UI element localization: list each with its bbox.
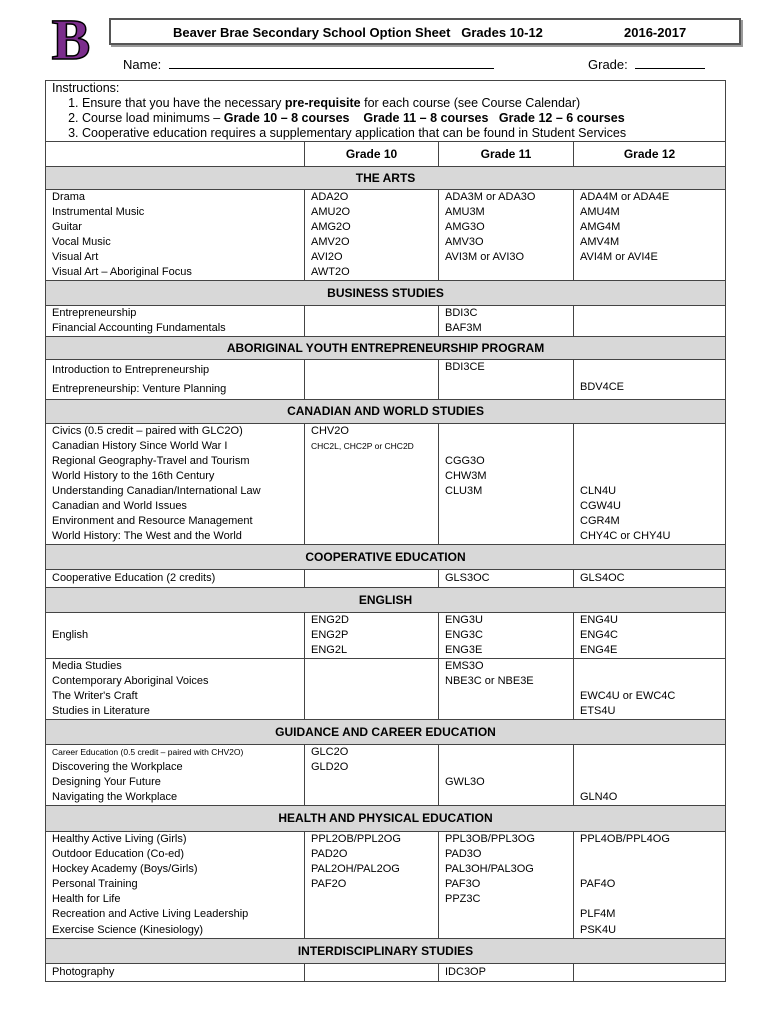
name-label: Name: [123, 57, 162, 72]
course-code-grade-11: AVI3M or AVI3O [439, 250, 574, 265]
course-code-grade-11: PAF3O [439, 877, 574, 892]
course-code-grade-10: ADA2O [305, 190, 439, 206]
course-code-grade-10: GLC2O [305, 745, 439, 761]
section-title: ABORIGINAL YOUTH ENTREPRENEURSHIP PROGRAM [46, 337, 726, 360]
course-code-grade-10 [305, 454, 439, 469]
course-code: ENG4E [580, 644, 618, 656]
course-code-grade-11 [439, 745, 574, 761]
course-row [46, 321, 726, 337]
course-code-grade-12: AMG4M [574, 220, 726, 235]
course-code-grade-12 [574, 321, 726, 337]
course-code-grade-12: GLS4OC [574, 570, 726, 588]
course-name: Navigating the Workplace [46, 790, 305, 806]
section-header-business [46, 281, 726, 306]
course-row [46, 265, 726, 281]
course-code-grade-11: IDC3OP [439, 964, 574, 982]
course-code-grade-10 [305, 529, 439, 545]
course-name: Canadian and World Issues [46, 499, 305, 514]
course-code-grade-12 [574, 306, 726, 322]
course-row [46, 775, 726, 790]
course-code-grade-10: AWT2O [305, 265, 439, 281]
course-code-grade-11 [439, 439, 574, 454]
course-name: Designing Your Future [46, 775, 305, 790]
grade-blank[interactable] [635, 56, 705, 69]
course-code-grade-10 [305, 570, 439, 588]
course-row [46, 205, 726, 220]
course-code-grade-10 [305, 659, 439, 675]
section-title: BUSINESS STUDIES [46, 281, 726, 306]
course-code-grade-11 [439, 424, 574, 440]
instruction-item: 3. Cooperative education requires a supplementary application that can be found in Student Services [82, 126, 719, 141]
course-name: Guitar [46, 220, 305, 235]
course-code-grade-12 [574, 439, 726, 454]
course-code-grade-12 [574, 775, 726, 790]
course-code-grade-11: AMU3M [439, 205, 574, 220]
column-header: Grade 11 [439, 142, 574, 167]
course-row [46, 484, 726, 499]
course-row [46, 190, 726, 206]
course-code-grade-11: CGG3O [439, 454, 574, 469]
course-name: Photography [46, 964, 305, 982]
course-code-grade-10: AMU2O [305, 205, 439, 220]
course-code-grade-10 [305, 469, 439, 484]
course-code-grade-12 [574, 847, 726, 862]
course-code-grade-11 [439, 790, 574, 806]
course-code-grade-10 [305, 674, 439, 689]
course-code-grade-10: PAF2O [305, 877, 439, 892]
course-name: Contemporary Aboriginal Voices [46, 674, 305, 689]
course-name: Discovering the Workplace [46, 760, 305, 775]
course-code-grade-10: PAD2O [305, 847, 439, 862]
course-row [46, 613, 726, 659]
course-name: Vocal Music [46, 235, 305, 250]
course-code-grade-11: AMG3O [439, 220, 574, 235]
section-header-coop [46, 545, 726, 570]
course-code-grade-12: PPL4OB/PPL4OG [574, 832, 726, 848]
school-year: 2016-2017 [624, 25, 687, 40]
section-header-english [46, 588, 726, 613]
name-blank[interactable] [169, 56, 494, 69]
course-code-grade-11 [439, 499, 574, 514]
course-row [46, 760, 726, 775]
instructions-list [52, 96, 719, 141]
course-code-grade-10 [305, 321, 439, 337]
course-code-grade-12 [574, 613, 726, 659]
instructions-row [46, 81, 726, 142]
course-row [46, 306, 726, 322]
course-row [46, 674, 726, 689]
instruction-item: 1. Ensure that you have the necessary pre-requisite for each course (see Course Calendar) [82, 96, 719, 111]
course-name: Media Studies [46, 659, 305, 675]
course-row [46, 529, 726, 545]
course-name: Cooperative Education (2 credits) [46, 570, 305, 588]
course-code-grade-11: PAD3O [439, 847, 574, 862]
course-code-grade-12: PLF4M [574, 907, 726, 922]
course-row [46, 380, 726, 400]
course-code-grade-10 [305, 922, 439, 939]
course-row [46, 892, 726, 907]
course-code-grade-12 [574, 265, 726, 281]
course-code: ENG3U [445, 614, 483, 626]
course-code-grade-11: ADA3M or ADA3O [439, 190, 574, 206]
course-name: The Writer's Craft [46, 689, 305, 704]
course-row [46, 469, 726, 484]
course-code-grade-12 [574, 424, 726, 440]
course-code: ENG3E [445, 644, 483, 656]
course-code-grade-10 [305, 689, 439, 704]
course-code-grade-10 [305, 892, 439, 907]
course-code-grade-11 [439, 514, 574, 529]
course-code-grade-12: AMV4M [574, 235, 726, 250]
course-name: English [46, 613, 305, 659]
course-name: Outdoor Education (Co-ed) [46, 847, 305, 862]
course-row [46, 847, 726, 862]
section-title: COOPERATIVE EDUCATION [46, 545, 726, 570]
course-code-grade-11 [439, 613, 574, 659]
course-code-grade-11 [439, 380, 574, 400]
course-code-grade-11: PPZ3C [439, 892, 574, 907]
course-code-grade-11: EMS3O [439, 659, 574, 675]
course-code-grade-11: PAL3OH/PAL3OG [439, 862, 574, 877]
course-name: Entrepreneurship [46, 306, 305, 322]
course-code: ENG3C [445, 629, 483, 641]
course-row [46, 790, 726, 806]
section-header-canadian [46, 400, 726, 424]
course-code-grade-10 [305, 514, 439, 529]
course-code-grade-11: BDI3CE [439, 360, 574, 381]
course-code-grade-10: AVI2O [305, 250, 439, 265]
course-code-grade-12: AMU4M [574, 205, 726, 220]
course-row [46, 659, 726, 675]
school-logo [44, 12, 98, 66]
course-code: ENG2D [311, 614, 349, 626]
course-name: Healthy Active Living (Girls) [46, 832, 305, 848]
course-code-grade-12: ETS4U [574, 704, 726, 720]
course-code-grade-12 [574, 964, 726, 982]
column-header: Grade 10 [305, 142, 439, 167]
course-row [46, 877, 726, 892]
course-code-grade-12: PAF4O [574, 877, 726, 892]
course-name: Civics (0.5 credit – paired with GLC2O) [46, 424, 305, 440]
course-name: Hockey Academy (Boys/Girls) [46, 862, 305, 877]
section-header-health [46, 806, 726, 832]
course-name: Canadian History Since World War I [46, 439, 305, 454]
course-row [46, 832, 726, 848]
course-code-grade-12: PSK4U [574, 922, 726, 939]
course-code-grade-11 [439, 760, 574, 775]
course-name: Introduction to Entrepreneurship [46, 360, 305, 381]
course-code-grade-12: ADA4M or ADA4E [574, 190, 726, 206]
course-row [46, 514, 726, 529]
course-code-grade-11: GLS3OC [439, 570, 574, 588]
course-row [46, 689, 726, 704]
instruction-item: 2. Course load minimums – Grade 10 – 8 courses Grade 11 – 8 courses Grade 12 – 6 courses [82, 111, 719, 126]
course-row [46, 454, 726, 469]
course-code-grade-10 [305, 790, 439, 806]
section-title: THE ARTS [46, 167, 726, 190]
course-row [46, 745, 726, 761]
course-code: ENG2L [311, 644, 348, 656]
course-name: Health for Life [46, 892, 305, 907]
course-name: Exercise Science (Kinesiology) [46, 922, 305, 939]
section-header-interdisc [46, 939, 726, 964]
course-code-grade-12 [574, 745, 726, 761]
section-title: GUIDANCE AND CAREER EDUCATION [46, 720, 726, 745]
course-row [46, 499, 726, 514]
column-header: Grade 12 [574, 142, 726, 167]
course-code-grade-12 [574, 892, 726, 907]
course-code-grade-10 [305, 907, 439, 922]
course-code-grade-10 [305, 499, 439, 514]
course-code-grade-10: AMG2O [305, 220, 439, 235]
course-name: Visual Art [46, 250, 305, 265]
course-code-grade-10 [305, 704, 439, 720]
course-code-grade-10: PAL2OH/PAL2OG [305, 862, 439, 877]
course-name: Financial Accounting Fundamentals [46, 321, 305, 337]
course-code-grade-12: GLN4O [574, 790, 726, 806]
section-title: INTERDISCIPLINARY STUDIES [46, 939, 726, 964]
course-row [46, 220, 726, 235]
section-header-arts [46, 167, 726, 190]
section-header-aboriginal [46, 337, 726, 360]
course-row [46, 250, 726, 265]
course-code: ENG4C [580, 629, 618, 641]
course-row [46, 907, 726, 922]
page-title: Beaver Brae Secondary School Option Sheet Grades 10-12 [173, 25, 543, 40]
option-table [45, 80, 726, 982]
column-header-row [46, 142, 726, 167]
course-code-grade-12: EWC4U or EWC4C [574, 689, 726, 704]
grade-label: Grade: [588, 57, 628, 72]
course-name: Understanding Canadian/International Law [46, 484, 305, 499]
course-code-grade-12 [574, 469, 726, 484]
course-code-grade-10: PPL2OB/PPL2OG [305, 832, 439, 848]
course-code-grade-10 [305, 380, 439, 400]
grade-field[interactable] [588, 56, 705, 72]
course-code-grade-10 [305, 484, 439, 499]
course-code-grade-12: CGW4U [574, 499, 726, 514]
course-code-grade-10: GLD2O [305, 760, 439, 775]
course-code-grade-11: AMV3O [439, 235, 574, 250]
course-code-grade-12 [574, 360, 726, 381]
course-code-grade-10 [305, 360, 439, 381]
course-name: Drama [46, 190, 305, 206]
course-name: Environment and Resource Management [46, 514, 305, 529]
course-name: Instrumental Music [46, 205, 305, 220]
course-name: Regional Geography-Travel and Tourism [46, 454, 305, 469]
course-name: World History: The West and the World [46, 529, 305, 545]
course-code-grade-12: CGR4M [574, 514, 726, 529]
course-code-grade-10: CHC2L, CHC2P or CHC2D [305, 439, 439, 454]
section-title: CANADIAN AND WORLD STUDIES [46, 400, 726, 424]
course-name: Entrepreneurship: Venture Planning [46, 380, 305, 400]
course-row [46, 862, 726, 877]
course-code-grade-12: CLN4U [574, 484, 726, 499]
course-code-grade-11 [439, 689, 574, 704]
course-code-grade-11: GWL3O [439, 775, 574, 790]
course-code-grade-10 [305, 613, 439, 659]
course-code-grade-12 [574, 674, 726, 689]
instructions-heading: Instructions: [52, 81, 120, 95]
section-title: HEALTH AND PHYSICAL EDUCATION [46, 806, 726, 832]
course-row [46, 235, 726, 250]
course-row [46, 922, 726, 939]
course-code-grade-11 [439, 265, 574, 281]
course-code-grade-11 [439, 907, 574, 922]
course-code-grade-11: BDI3C [439, 306, 574, 322]
course-row [46, 964, 726, 982]
course-name: Career Education (0.5 credit – paired with CHV2O) [46, 745, 305, 761]
course-code-grade-11: BAF3M [439, 321, 574, 337]
course-code-grade-11 [439, 704, 574, 720]
course-code-grade-11: NBE3C or NBE3E [439, 674, 574, 689]
title-box [109, 18, 741, 45]
course-code: ENG2P [311, 629, 349, 641]
course-name: Recreation and Active Living Leadership [46, 907, 305, 922]
svg-text:B: B [51, 12, 91, 66]
name-field[interactable] [123, 56, 494, 72]
course-row [46, 439, 726, 454]
course-code-grade-10 [305, 775, 439, 790]
course-name: Personal Training [46, 877, 305, 892]
course-code-grade-10: AMV2O [305, 235, 439, 250]
course-code-grade-10: CHV2O [305, 424, 439, 440]
course-code-grade-11 [439, 529, 574, 545]
section-title: ENGLISH [46, 588, 726, 613]
course-row [46, 570, 726, 588]
course-code-grade-12: BDV4CE [574, 380, 726, 400]
course-code-grade-11 [439, 922, 574, 939]
course-row [46, 704, 726, 720]
course-name: Visual Art – Aboriginal Focus [46, 265, 305, 281]
course-code-grade-12: AVI4M or AVI4E [574, 250, 726, 265]
course-code: ENG4U [580, 614, 618, 626]
course-code-grade-12 [574, 760, 726, 775]
course-row [46, 360, 726, 381]
course-code-grade-12 [574, 454, 726, 469]
course-code-grade-11: CHW3M [439, 469, 574, 484]
course-code-grade-11: CLU3M [439, 484, 574, 499]
course-code-grade-10 [305, 306, 439, 322]
course-code-grade-12: CHY4C or CHY4U [574, 529, 726, 545]
course-name: World History to the 16th Century [46, 469, 305, 484]
course-row [46, 424, 726, 440]
course-code-grade-12 [574, 659, 726, 675]
column-header [46, 142, 305, 167]
course-code-grade-11: PPL3OB/PPL3OG [439, 832, 574, 848]
course-code-grade-10 [305, 964, 439, 982]
course-code-grade-12 [574, 862, 726, 877]
section-header-guidance [46, 720, 726, 745]
course-name: Studies in Literature [46, 704, 305, 720]
